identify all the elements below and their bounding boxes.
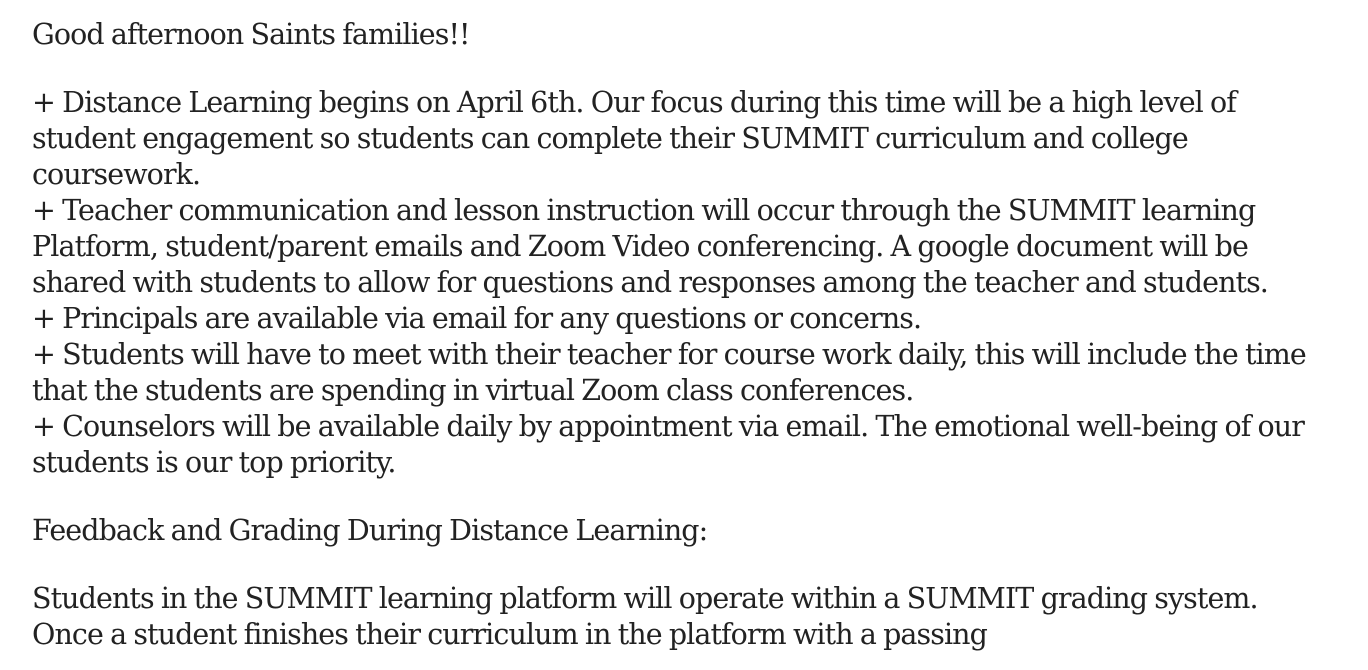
announcement-line: + Teacher communication and lesson instruction will occur through the SUMMIT learning — [32, 194, 1256, 227]
announcement-line: student engagement so students can complete their SUMMIT curriculum and college — [32, 122, 1188, 155]
announcement-line: Platform, student/parent emails and Zoom Video conferencing. A google document will be — [32, 230, 1248, 263]
greeting-line: Good afternoon Saints families!! — [32, 18, 470, 51]
announcement-list — [32, 85, 1362, 481]
paragraph-spacer — [32, 549, 1362, 581]
announcement-line: students is our top priority. — [32, 446, 396, 479]
announcement-item-student-meetings — [32, 337, 1362, 409]
announcement-item-counselors — [32, 409, 1362, 481]
announcement-item-teacher-communication — [32, 193, 1362, 301]
paragraph-spacer — [32, 481, 1362, 513]
grading-line: Once a student finishes their curriculum in the platform with a passing — [32, 618, 987, 651]
paragraph-spacer — [32, 53, 1362, 85]
announcement-line: that the students are spending in virtual Zoom class conferences. — [32, 374, 914, 407]
announcement-item-principals — [32, 301, 1362, 337]
section-heading: Feedback and Grading During Distance Learning: — [32, 514, 708, 547]
grading-paragraph — [32, 581, 1362, 653]
announcement-line: + Principals are available via email for any questions or concerns. — [32, 302, 922, 335]
announcement-item-distance-learning — [32, 85, 1362, 193]
announcement-line: + Distance Learning begins on April 6th. Our focus during this time will be a high level of — [32, 86, 1236, 119]
document-body — [32, 17, 1362, 653]
announcement-line: coursework. — [32, 158, 201, 191]
announcement-line: shared with students to allow for questions and responses among the teacher and students. — [32, 266, 1268, 299]
announcement-line: + Students will have to meet with their teacher for course work daily, this will include the time — [32, 338, 1306, 371]
announcement-line: + Counselors will be available daily by appointment via email. The emotional well-being of our — [32, 410, 1304, 443]
grading-line: Students in the SUMMIT learning platform will operate within a SUMMIT grading system. — [32, 582, 1258, 615]
